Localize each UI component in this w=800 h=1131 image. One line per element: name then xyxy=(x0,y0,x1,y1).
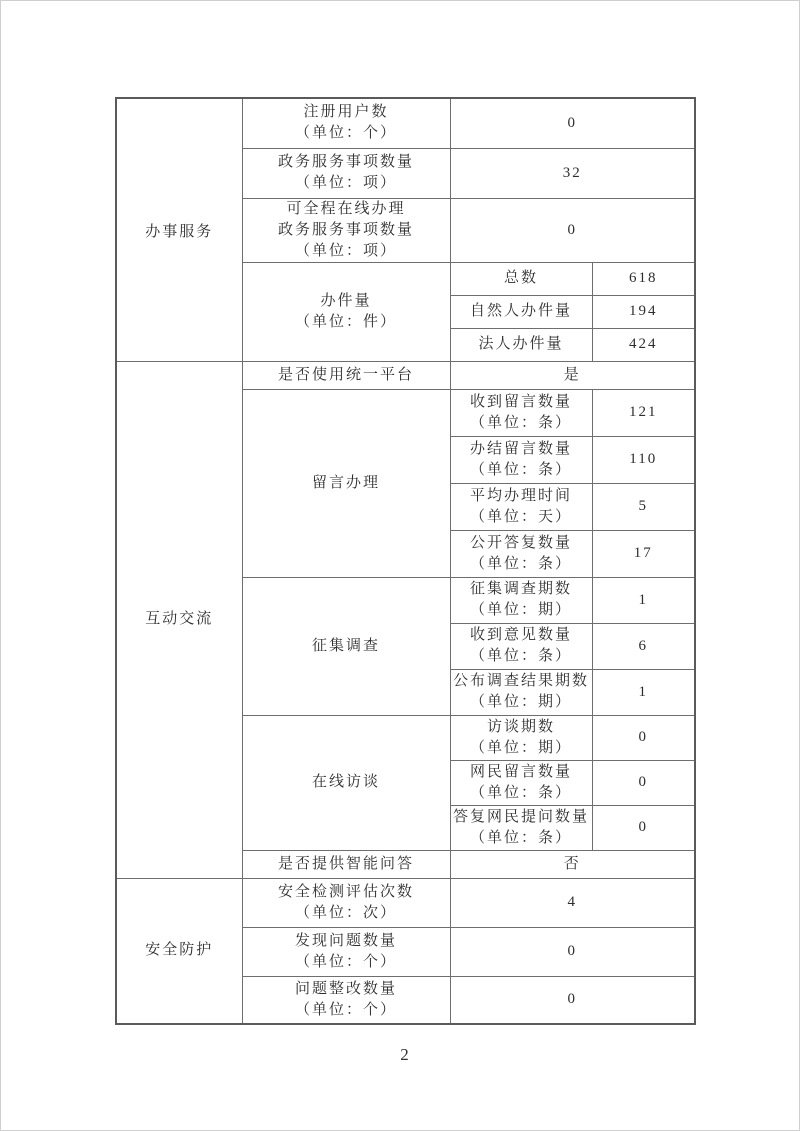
metric-sublabel: 法人办件量 xyxy=(450,328,592,361)
metric-label: 是否提供智能问答 xyxy=(242,850,450,878)
category-label: 办事服务 xyxy=(145,223,214,240)
metric-label: 可全程在线办理 政务服务事项数量 （单位：项） xyxy=(242,198,450,262)
metric-value: 6 xyxy=(592,623,695,669)
metric-sublabel: 总数 xyxy=(450,262,592,295)
metric-sublabel: 办结留言数量 （单位：条） xyxy=(450,436,592,483)
category-cell xyxy=(116,361,242,878)
metric-value: 0 xyxy=(592,715,695,760)
group-label-cell: 征集调查 xyxy=(242,577,450,715)
group-label-cell: 留言办理 xyxy=(242,389,450,577)
metric-label: 安全检测评估次数 （单位：次） xyxy=(242,878,450,927)
category-cell xyxy=(116,878,242,1024)
annual-report-table xyxy=(115,97,696,1025)
category-label: 互动交流 xyxy=(145,611,214,627)
metric-label: 政务服务事项数量 （单位：项） xyxy=(242,148,450,198)
metric-label: 发现问题数量 （单位：个） xyxy=(242,927,450,976)
metric-value: 是 xyxy=(450,361,695,389)
metric-value: 0 xyxy=(450,976,695,1024)
category-label: 安全防护 xyxy=(145,942,214,959)
page-number: 2 xyxy=(400,1045,409,1064)
metric-sublabel: 访谈期数 （单位：期） xyxy=(450,715,592,760)
group-label-cell: 办件量 （单位：件） xyxy=(242,262,450,361)
metric-sublabel: 收到意见数量 （单位：条） xyxy=(450,623,592,669)
metric-value: 否 xyxy=(450,850,695,878)
metric-label: 问题整改数量 （单位：个） xyxy=(242,976,450,1024)
metric-sublabel: 答复网民提问数量 （单位：条） xyxy=(450,805,592,850)
metric-sublabel: 自然人办件量 xyxy=(450,295,592,328)
metric-label: 注册用户数 （单位：个） xyxy=(242,98,450,148)
metric-sublabel: 收到留言数量 （单位：条） xyxy=(450,389,592,436)
metric-value: 0 xyxy=(592,760,695,805)
metric-value: 110 xyxy=(592,436,695,483)
metric-value: 0 xyxy=(592,805,695,850)
category-cell xyxy=(116,98,242,361)
metric-value: 17 xyxy=(592,530,695,577)
metric-value: 0 xyxy=(450,98,695,148)
metric-value: 424 xyxy=(592,328,695,361)
metric-value: 121 xyxy=(592,389,695,436)
group-label-cell: 在线访谈 xyxy=(242,715,450,850)
metric-sublabel: 网民留言数量 （单位：条） xyxy=(450,760,592,805)
metric-sublabel: 平均办理时间 （单位：天） xyxy=(450,483,592,530)
metric-sublabel: 公布调查结果期数 （单位：期） xyxy=(450,669,592,715)
metric-value: 0 xyxy=(450,927,695,976)
metric-value: 32 xyxy=(450,148,695,198)
metric-value: 5 xyxy=(592,483,695,530)
metric-value: 1 xyxy=(592,577,695,623)
metric-sublabel: 公开答复数量 （单位：条） xyxy=(450,530,592,577)
metric-value: 4 xyxy=(450,878,695,927)
metric-value: 618 xyxy=(592,262,695,295)
metric-value: 194 xyxy=(592,295,695,328)
metric-sublabel: 征集调查期数 （单位：期） xyxy=(450,577,592,623)
metric-value: 0 xyxy=(450,198,695,262)
metric-label: 是否使用统一平台 xyxy=(242,361,450,389)
metric-value: 1 xyxy=(592,669,695,715)
